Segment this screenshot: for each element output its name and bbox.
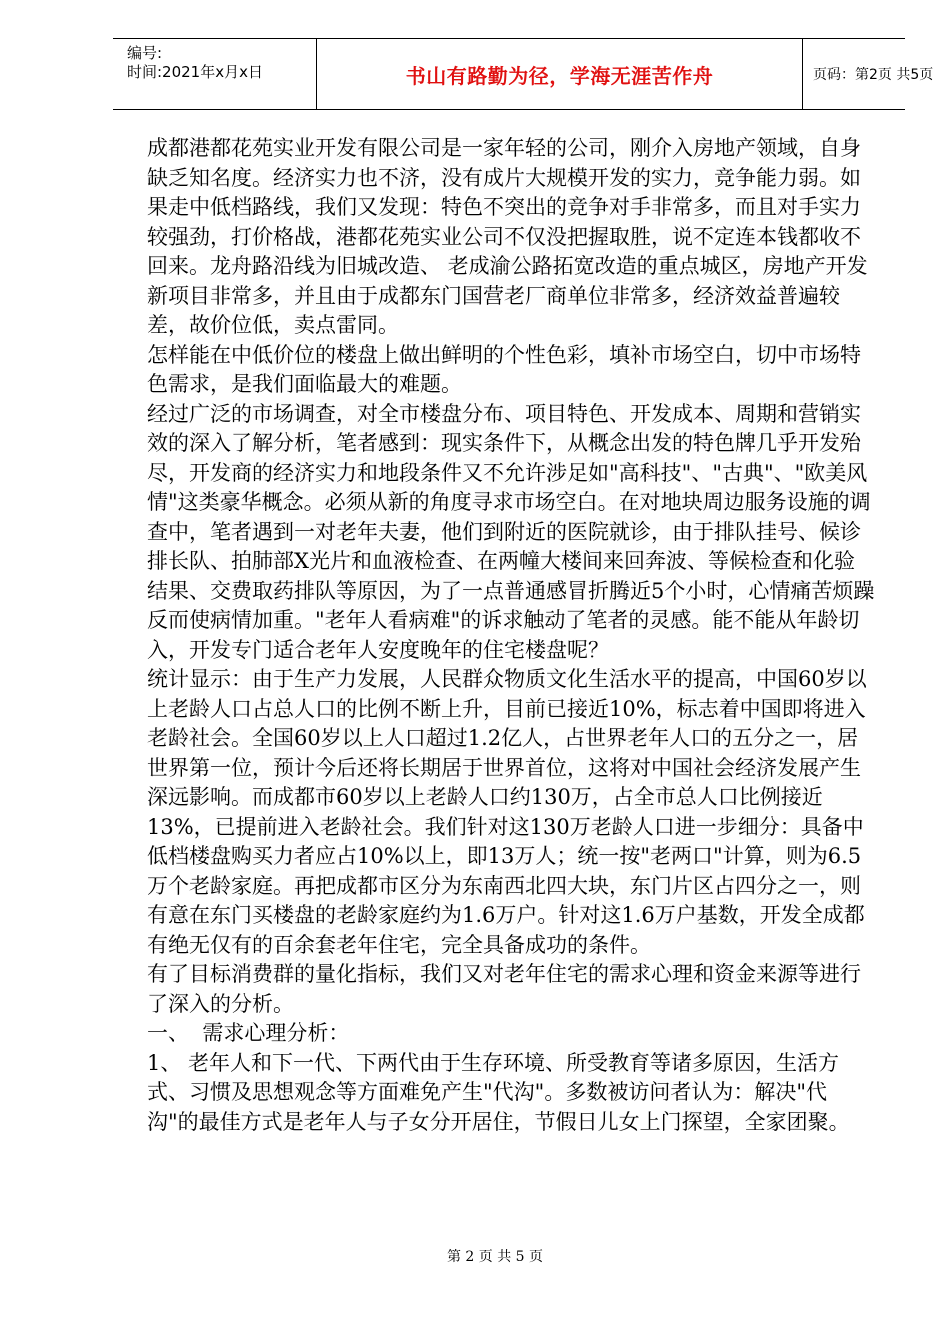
header-motto: 书山有路勤为径，学海无涯苦作舟 (405, 63, 714, 88)
document-time-label: 时间:2021年x月x日 (127, 63, 263, 81)
header-page-info-cell (803, 39, 934, 109)
header-motto-cell (316, 39, 803, 109)
paragraph-2: 怎样能在中低价位的楼盘上做出鲜明的个性色彩，填补市场空白，切中市场特色需求，是我们面临最大的难题。 (147, 342, 861, 396)
paragraph-4: 统计显示：由于生产力发展，人民群众物质文化生活水平的提高，中国60岁以上老龄人口占总人口的比例不断上升，目前已接近10%，标志着中国即将进入老龄社会。全国60岁以上人口超过1.2亿人，占世界老年人口的五分之一，居世界第一位，预计今后还将长期居于世界首位，这将对中国社会经济发展产生深远影响。而成都市60岁以上老龄人口约130万，占全市总人口比例接近13%，已提前进入老龄社会。我们针对这130万老龄人口进一步细分：具备中低档楼盘购买力者应占10%以上，即13万人；统一按"老两口"计算，则为6.5万个老龄家庭。再把成都市区分为东南西北四大块，东门片区占四分之一，则有意在东门买楼盘的老龄家庭约为1.6万户。针对这1.6万户基数，开发全成都有绝无仅有的百余套老年住宅，完全具备成功的条件。 (147, 667, 867, 957)
document-body (147, 134, 875, 1137)
header-page-info: 页码：第2页 共5页 (813, 67, 934, 83)
document-number-label: 编号: (127, 44, 163, 62)
section-heading: 一、 需求心理分析： (147, 1021, 350, 1045)
paragraph-7: 1、 老年人和下一代、下两代由于生存环境、所受教育等诸多原因，生活方式、习惯及思想观念等方面难免产生"代沟"。多数被访问者认为：解决"代沟"的最佳方式是老年人与子女分开居住，节假日儿女上门探望，全家团聚。 (147, 1050, 850, 1134)
paragraph-1: 成都港都花苑实业开发有限公司是一家年轻的公司，刚介入房地产领域，自身缺乏知名度。经济实力也不济，没有成片大规模开发的实力，竞争能力弱。如果走中低档路线，我们又发现：特色不突出的竞争对手非常多，而且对手实力较强劲，打价格战，港都花苑实业公司不仅没把握取胜，说不定连本钱都收不回来。龙舟路沿线为旧城改造、 老成渝公路拓宽改造的重点城区，房地产开发新项目非常多，并且由于成都东门国营老厂商单位非常多，经济效益普遍较差，故价位低，卖点雷同。 (147, 136, 868, 337)
page-footer: 第 2 页 共 5 页 (446, 1249, 544, 1265)
header-meta (113, 39, 316, 109)
paragraph-3: 经过广泛的市场调查，对全市楼盘分布、项目特色、开发成本、周期和营销实效的深入了解分析，笔者感到：现实条件下，从概念出发的特色牌几乎开发殆尽，开发商的经济实力和地段条件又不允许涉足如"高科技"、"古典"、"欧美风情"这类豪华概念。必须从新的角度寻求市场空白。在对地块周边服务设施的调查中，笔者遇到一对老年夫妻，他们到附近的医院就诊，由于排队挂号、候诊排长队、拍肺部X光片和血液检查、在两幢大楼间来回奔波、等候检查和化验结果、交费取药排队等原因，为了一点普通感冒折腾近5个小时，心情痛苦烦躁反而使病情加重。"老年人看病难"的诉求触动了笔者的灵感。能不能从年龄切入，开发专门适合老年人安度晚年的住宅楼盘呢？ (147, 401, 875, 662)
page-header (113, 38, 934, 110)
paragraph-5: 有了目标消费群的量化指标，我们又对老年住宅的需求心理和资金来源等进行了深入的分析。 (147, 962, 861, 1016)
